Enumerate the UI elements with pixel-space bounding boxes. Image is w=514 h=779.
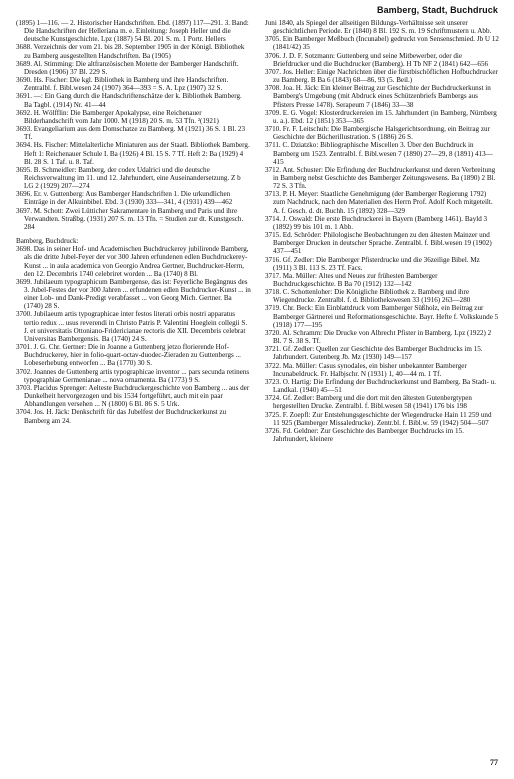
right-column [265,19,500,443]
running-header: Bamberg, Stadt, Buchdruck [376,5,498,15]
bibliography-entry: 3689. Al. Stimming: Die altfranzösischen Motette der Bamberger Handschrift. Dresden (1906) 37 Bl. 229 S. [16,59,239,76]
bibliography-entry: 3708. Joa. H. Jäck: Ein kleiner Beitrag zur Geschichte der Buchdruckerkunst in Bamberg's Umgebung (mit Abdruck eines Schützenbriefs Bambergs aus Pfisters Presse 1478). Serapeum 7 (1846) 33—38 [265,84,491,109]
bibliography-entry: 3704. Jos. H. Jäck: Denkschrift für das Jubelfest der Buchdruckerkunst zu Bamberg am 24. [16,408,227,425]
bibliography-entry: 3718. C. Schottenloher: Die Königliche Bibliothek z. Bamberg und ihre Wiegendrucke. Zentralbl. f. d. Bibliothekswesen 33 (1916) 263—280 [265,288,471,305]
bibliography-entry: 3700. Jubilaeum artis typographicae inter festos literati orbis nostri apparatus tertio redux ... usus reverendi in Christo Patris P. Valentini Hoeglein collegii S. J. et universitatis Ottoniano-Fridericianae rectoris die XII. Decembris celebrat Universitas Bambergensis. Ba (1740) 24 S. [16,310,248,343]
bibliography-entry: 3703. Placidus Sprenger: Aelteste Buchdruckergeschichte von Bamberg ... aus der Dunkelheit hervorgezogen und bis 1534 fortgeführt, auch mit ein paar Abhandlungen versehen ... N (1800) 6 Bl. 86 S. 5 Urk. [16,383,250,409]
bibliography-entry: 3724. Gf. Zedler: Bamberg und die dort mit den ältesten Gutenbergtypen hergestellten Drucke. Zentralbl. f. Bibl.wesen 58 (1941) 176 bis 198 [265,394,472,411]
page-number: 77 [490,758,498,767]
bibliography-entry: 3702. Joannes de Guttenberg artis typographicae inventor ... pars secunda retinens typographiae Germenianae ... nova ornamenta. Ba (1773) 9 S. [16,367,250,384]
bibliography-entry: 3712. Ant. Schuster: Die Erfindung der Buchdruckerkunst und deren Verbreitung in Bamberg nebst Geschichte des Bamberger Zeitungswesens. Ba (1890) 2 Bl. 72 S. 3 Tfn. [265,165,496,191]
bibliography-entry: 3725. F. Zoepfl: Zur Entstehungsgeschichte der Wiegendrucke Hain 11 259 und 11 925 (Bamberger Missaledrucke). Zentr.bl. f. Bibl.w. 59 (1942) 504—507 [265,410,492,427]
bibliography-entry: 3722. Ma. Müller: Casus synodales, ein bisher unbekannter Bamberger Incunabeldruck. Fr. Halbjschr. N (1931) 1, 40—44 m. 1 Tf. [265,361,467,378]
bibliography-entry: (1895) 1—116. — 2. Historischer Handschriften. Ebd. (1897) 117—291. 3. Band: Die Handschriften der Helleriana m. e. Einleitung: Joseph Heller und die deutsche Kunstgeschichte. Lpz (1887) 54 Bl. 201 S. m. 1 Portr. Hellers [16,19,249,44]
bibliography-entry: 3715. Ed. Schröder: Philologische Beobachtungen zu den ältesten Mainzer und Bamberger Drucken in deutscher Sprache. Zentralbl. f. Bibl.wesen 19 (1902) 437—451 [265,231,492,256]
left-column [16,19,251,443]
bibliography-entry: Juni 1840, als Spiegel der allseitigen Bildungs-Verhältnisse seit unserer geschichtlichen Periode. Er (1840) 8 Bl. 192 S. m. 19 Schriftmustern u. Abb. [265,19,492,36]
bibliography-entry: 3711. C. Dziatzko: Bibliographische Miscellen 3. Über den Buchdruck in Bamberg um 1523. Zentralbl. f. Bibl.wesen 7 (1890) 27—29, 8 (1891) 413—415 [265,141,493,166]
section-heading: Bamberg, Buchdruck: [16,237,79,246]
bibliography-entry: 3717. Ma. Müller: Altes und Neues zur frühesten Bamberger Buchdruckgeschichte. B Ba 70 (1912) 132—142 [265,271,438,288]
bibliography-entry: 3710. Fr. F. Leitschuh: Die Bambergische Halsgerichtsordnung, ein Beitrag zur Geschichte der Bücherillustration. S (1886) 26 S. [265,125,490,142]
bibliography-entry: 3707. Jos. Heller: Einige Nachrichten über die fürstbischöflichen Hofbuchdrucker zu Bamberg. B Ba 6 (1843) 68—86, 93 (5. Beil.) [265,67,498,85]
text-columns [16,19,500,443]
bibliography-entry: 3716. Gf. Zedler: Die Bamberger Pfisterdrucke und die 36zeilige Bibel. Mz (1911) 3 Bl. 113 S. 23 Tf. Facs. [265,255,480,272]
bibliography-entry: 3699. Jubilaeum typographicum Bambergense, das ist: Feyerliche Begängnus des 3. Jubel-Festes der vor 300 Jahren ... erfundenen edlen Buchdrucker-Kunst ... in einer Lob- und Dank-Predigt verabfasset ... von Georg Mich. Gertner. Ba (1740) 28 S. [16,277,251,311]
bibliography-entry: 3719. Chr. Beck: Ein Einblattdruck vom Bamberger Süßholz, ein Beitrag zur Bamberger Gärtnerei und Reformationsgeschichte. Bayr. Hefte f. Volkskunde 5 (1918) 177—195 [265,304,499,329]
bibliography-entry: 3688. Verzeichnis der vom 21. bis 28. September 1905 in der Königl. Bibliothek zu Bamberg ausgestellten Handschriften. Ba (1905) [16,43,245,60]
bibliography-entry: 3697. M. Schott: Zwei Lütticher Sakramentare in Bamberg und Paris und ihre Verwandten. Straßbg. (1931) 207 S. m. 13 Tfn. = Studien zur dt. Kunstgesch. 284 [16,206,244,231]
bibliography-entry: 3713. P. H. Meyer: Staatliche Genehmigung (der Bamberger Regierung 1792) zum Nachdruck, nach den Materialien des Herrn Prof. Adolf Koch mitgeteilt. A. f. Gesch. d. dt. Buchh. 15 (1892) 328—329 [265,190,493,215]
bibliography-entry: 3690. Hs. Fischer: Die kgl. Bibliothek in Bamberg und ihre Handschriften. Zentralbl. f. Bibl.wesen 24 (1907) 364—393 = S. A. Lpz (1907) 32 S. [16,76,229,93]
bibliography-entry: 3701. J. G. Chr. Gertner: Die in Joanne a Guttenberg jetzo florierende Hof-Buchdruckerey, hier in folio-quart-octav-duodec-Zieraden zu Guttenbergs ... Lobeserhebung entworfen ... Ba (1770) 30 S. [16,343,241,368]
bibliography-entry: 3723. O. Hartig: Die Erfindung der Buchdruckerkunst und Bamberg. Ba Stadt- u. Landkal. (1940) 45—51 [265,377,496,395]
bibliography-entry: 3714. J. Oswald: Die erste Buchdruckerei in Bayern (Bamberg 1461). Bayld 3 (1892) 99 bis 101 m. 1 Abb. [265,214,488,231]
bibliography-entry: 3720. Al. Schramm: Die Drucke von Albrecht Pfister in Bamberg. Lpz (1922) 2 Bl. 7 S. 38 S. Tf. [265,328,492,346]
bibliography-entry: 3709. E. G. Vogel: Klosterdruckereien im 15. Jahrhundert (in Bamberg, Nürnberg u. a.). Ebd. 12 (1851) 353—365 [265,108,497,125]
bibliography-entry: 3721. Gf. Zedler: Quellen zur Geschichte des Bamberger Buchdrucks im 15. Jahrhundert. Gutenberg Jb. Mz (1930) 149—157 [265,345,483,362]
bibliography-entry: 3691. —: Ein Gang durch die Handschriftenschätze der k. Bibliothek Bamberg. Ba Tagbl. (1914) Nr. 41—44 [16,92,242,109]
bibliography-entry: 3705. Ein Bamberger Meßbuch (Incunabel) gedruckt von Sensenschmied. Jb U 12 (1841/42) 35 [265,35,499,52]
bibliography-entry: 3695. B. Schmeidler: Bamberg, der codex Udalrici und die deutsche Reichsverwaltung im 11. und 12. Jahrhundert, eine Auseinandersetzung. Z b LG 2 (1929) 207—274 [16,165,241,191]
bibliography-entry: 3726. Fd. Geldner: Zur Geschichte des Bamberger Buchdrucks im 15. Jahrhundert, kleinere [265,426,464,443]
bibliography-entry: 3706. J. D. F. Sotzmann: Guttenberg und seine Mitbewerber, oder die Briefdrucker und die Buchdrucker (Bamberg). H Tb NF 2 (1841) 642—656 [265,51,489,68]
bibliography-entry: 3696. Er. v. Guttenberg: Aus Bamberger Handschriften 1. Die urkundlichen Einträge in der Alkuinbibel. Ebd. 3 (1930) 333—341, 4 (1931) 439—462 [16,190,233,207]
bibliography-entry: 3698. Das in seiner Hof- und Academischen Buchdruckerey jubilirende Bamberg, als die dritte Jubel-Feyer der vor 300 Jahren erfundenen edlen Buchdruckerey-Kunst ... in aula academica von Georgio Andrea Gertner, Buchdrucker-Herrn, den 12. Decembris 1740 celebriret worden ... Ba (1740) 8 Bl. [16,245,249,278]
bibliography-entry: 3693. Evangeliarium aus dem Domschatze zu Bamberg. M (1921) 36 S. 1 Bl. 23 Tf. [16,125,245,142]
bibliography-entry: 3694. Hs. Fischer: Mittelalterliche Miniaturen aus der Staatl. Bibliothek Bamberg. Heft 1: Reichenauer Schule I. Ba (1926) 4 Bl. 15 S. 7 Tf. Heft 2: Ba (1929) 4 Bl. 28 S. 1 Taf. u. 8. Taf. [16,141,250,166]
bibliography-entry: 3692. H. Wölfflin: Die Bamberger Apokalypse, eine Reichenauer Bilderhandschrift vom Jahr 1000. M (1918) 20 S. m. 53 Tfn. ²(1921) [16,108,219,125]
